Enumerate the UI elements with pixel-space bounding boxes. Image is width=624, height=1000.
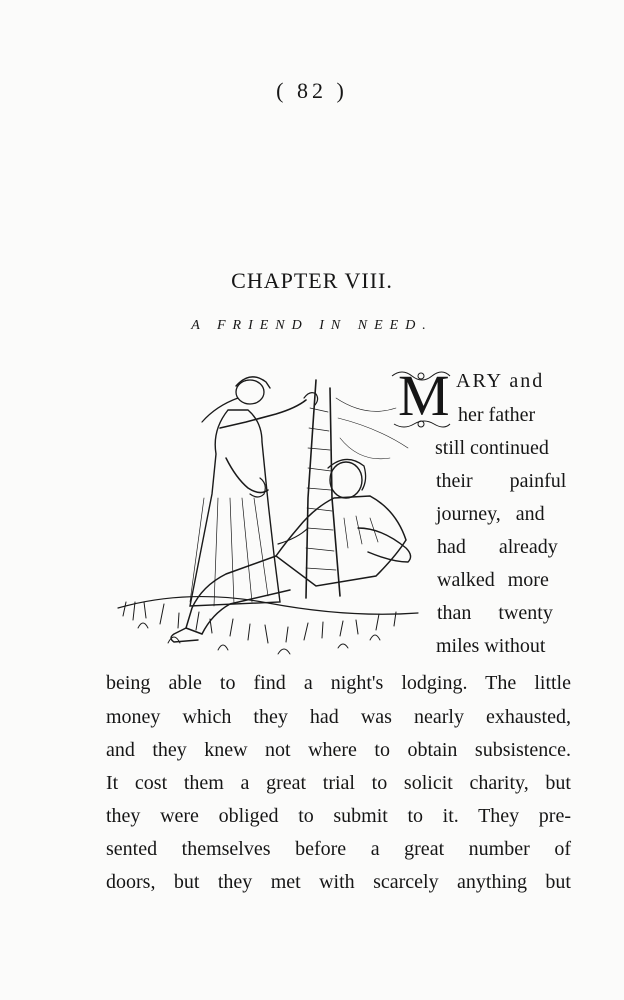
side-text-line: ARY and (456, 370, 545, 392)
side-text-line: walked more (437, 569, 549, 591)
side-text-line: journey, and (436, 503, 545, 525)
body-text-line: It cost them a great trial to solicit charity, but (106, 772, 571, 794)
side-text-line: still continued (435, 437, 549, 459)
chapter-subtitle: A FRIEND IN NEED. (191, 318, 433, 333)
body-text-line: money which they had was nearly exhausted, (106, 706, 571, 728)
body-text-line: being able to find a night's lodging. The little (106, 672, 571, 694)
body-text-line: doors, but they met with scarcely anything but (106, 871, 571, 893)
side-text-line: miles without (436, 635, 546, 657)
side-text-line: had already (437, 536, 558, 558)
dropcap-letter: M (398, 363, 450, 428)
chapter-title: CHAPTER VIII. (231, 268, 393, 293)
drop-capital (390, 363, 452, 430)
page-number: ( 82 ) (276, 78, 348, 103)
side-text-line: her father (458, 404, 536, 426)
body-text-line: sented themselves before a great number of (106, 838, 571, 860)
body-text-line: they were obliged to submit to it. They pre- (106, 805, 571, 827)
body-text-line: and they knew not where to obtain subsistence. (106, 739, 571, 761)
side-text-line: than twenty (437, 602, 553, 624)
engraving-illustration (108, 358, 428, 668)
side-text-line: their painful (436, 470, 567, 492)
